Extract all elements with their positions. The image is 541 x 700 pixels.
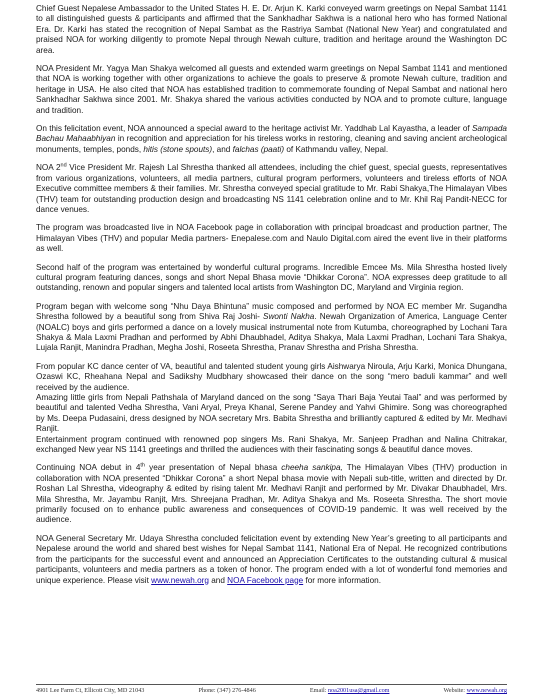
page-footer — [36, 687, 507, 694]
italic-run: Sampada Bachau Mahaabhiyan — [36, 124, 507, 144]
text-run: Continuing NOA debut in 4 — [36, 463, 141, 473]
paragraph-president-welcome: NOA President Mr. Yagya Man Shakya welcomed all guests and extended warm greetings on Nepal Sambat 1141 and mentioned that NOA is working together with other organizations to achieve the goals to preserve & promote Newah culture, tradition and heritage in USA. He also cited that NOA has established tradition to commemorate founding of Nepal Sambat and national hero Sankhadhar Sakhwa since 2001. Mr. Shakya shared the various activities conducted by NOA and to promote culture, language and tradition. — [36, 64, 507, 115]
text-run: and — [208, 575, 228, 585]
noa-facebook-link[interactable]: NOA Facebook page — [227, 575, 304, 585]
superscript: nd — [60, 162, 67, 169]
text-run: in recognition and appreciation for his tireless works in restoring, cleaning and saving ancient archeological monuments, temples, ponds, — [36, 134, 507, 154]
paragraph-vice-president-thanks — [36, 163, 507, 215]
italic-run: hitis (stone spouts) — [143, 144, 213, 154]
paragraph-special-award — [36, 124, 507, 155]
text-run: Vice President Mr. Rajesh Lal Shrestha thanked all attendees, including the chief guest, special guests, representatives from various organizations, volunteers, all media partners, cultural program performers, volunteers and tireless efforts of NOA Executive committee members & their families. Mr. Shrestha conveyed special gratitude to Mr. Rabi Shakya,The Himalayan Vibes (THV) team for outstanding production design and broadcasting NS 1141 celebration online and to Mr. Khil Raj Pandit-NECC for dance venues. — [36, 163, 507, 214]
paragraph-conclusion — [36, 534, 507, 586]
footer-address: 4901 Lee Farm Ct, Ellicott City, MD 21043 — [36, 687, 145, 694]
paragraph-second-half: Second half of the program was entertained by wonderful cultural programs. Incredible Emcee Ms. Mila Shrestha hosted lively cultural program featuring dances, songs and short Nepal Bhasa movie “Dhikkar Corona”. NOA expresses deep gratitude to all outstanding, renown and popular singers and talented local artists from Washington DC, Maryland and Virginia region. — [36, 262, 507, 293]
footer-website-label: Website: — [443, 687, 467, 694]
paragraph-ambassador-greetings: Chief Guest Nepalese Ambassador to the United States H. E. Dr. Arjun K. Karki conveyed warm greetings on Nepal Sambat 1141 to all distinguished guests & participants and affirmed that the Sankhadhar Sakhwa is a national hero who has formed National Era. Dr. Karki has stated the recognition of Nepal Sambat as the Rastriya Sambat (National New Year) and congratulated and praised NOA for working diligently to promote Nepal through Newah culture, tradition and heritage around the Washington DC area. — [36, 4, 507, 55]
footer-website-link[interactable]: www.newah.org — [466, 687, 507, 694]
italic-run: Swonti Nakha — [262, 312, 315, 322]
text-run: NOA 2 — [36, 163, 61, 173]
text-run: for more information. — [303, 575, 381, 585]
italic-run: falchas (paati) — [232, 144, 285, 154]
footer-divider — [36, 684, 507, 685]
document-body — [36, 4, 507, 594]
text-run: The Himalayan Vibes (THV) production in collaboration with NOA presented “Dhikkar Corona” a short Nepal bhasa movie with Nepali sub-title, written and directed by Dr. Roshan Lal Shrestha, videography & edited by rising talent Mr. Medhavi Ranjit and performed by Mr. Divakar Dhaubhadel, Mrs. Mila Shrestha, Mr. Jayambu Ranjit, Mrs. Shreejana Pradhan, Mr. Aditya Shakya and Ms. Roseeta Shrestha. The short movie primarily focused on to enhance public awareness and consequences of COVID-19 pandemic. It was well received by the audience. — [36, 463, 507, 525]
text-run: Program began with welcome song “Nhu Daya Bhintuna” music composed and performed by NOA EC member Mr. Sugandha Shrestha followed by a beautiful song from Shiva Raj Joshi- — [36, 301, 507, 322]
footer-email — [310, 687, 390, 694]
text-run: year presentation of Nepal bhasa — [144, 463, 282, 473]
paragraph-movie — [36, 463, 507, 525]
paragraph-welcome-song — [36, 302, 507, 354]
text-run: of Kathmandu valley, Nepal. — [284, 144, 389, 154]
italic-run: cheeha sankipa, — [281, 463, 343, 473]
text-run: , and — [212, 144, 233, 154]
paragraph-kc-dance: From popular KC dance center of VA, beautiful and talented student young girls Aishwarya Niroula, Arju Karki, Monica Dhungana, Ozaswi KC, Rheahana Nepal and Sadikshy Mudbhary showcased their dance on the song “mero baduli kammar” and well received by the audience. — [36, 361, 507, 392]
text-run: . Newah Organization of America, Language Center (NOALC) boys and girls performed a dance on a lovely musical instrumental note from Kutumba, choreographed by Lochani Tara Shakya & Mala Laxmi Pradhan and performed by Abhi Dhaubhadel, Aditya Shakya, Mala Laxmi Pradhan, Lochani Tara Shakya, Lujala Ranjit, Manindra Pradhan, Megha Joshi, Roseeta Shrestha, Pranav Shrestha and Prisha Shrestha. — [36, 312, 507, 353]
footer-email-link[interactable]: noa2001usa@gmail.com — [327, 687, 390, 694]
footer-website — [444, 687, 507, 694]
superscript: th — [140, 462, 145, 469]
footer-email-label: Email: — [309, 687, 328, 694]
footer-phone: Phone: (347) 276-4846 — [198, 687, 256, 694]
paragraph-pop-singers: Entertainment program continued with renowned pop singers Ms. Rani Shakya, Mr. Sanjeep Pradhan and Nalina Chitrakar, exchanged New year NS 1141 greetings and thrilled the audiences with their fascinating songs & beautiful dance moves. — [36, 434, 507, 455]
newah-website-link[interactable]: www.newah.org — [151, 575, 209, 585]
paragraph-pathshala-dance: Amazing little girls from Nepali Pathshala of Maryland danced on the song “Saya Thari Baja Yeutai Taal” and was performed by beautiful and talented Vedha Shrestha, Vani Aryal, Preya Khanal, Serene Pandey and Yahvi Ghimire. Song was choreographed by Ms. Deepa Pudasaini, dress designed by NOA secretary Mrs. Babita Shrestha and brilliantly captured & edited by Mr. Medhavi Ranjit. — [36, 393, 507, 434]
text-run: On this felicitation event, NOA announced a special award to the heritage activist Mr. Yaddhab Lal Kayastha, a leader of — [36, 124, 472, 134]
paragraph-broadcast: The program was broadcasted live in NOA Facebook page in collaboration with principal broadcast and production partner, The Himalayan Vibes (THV) and popular Media partners- Enepalese.com and Naulo Digital.com aired the event live in their platforms as well. — [36, 223, 507, 254]
text-run: NOA General Secretary Mr. Udaya Shrestha concluded felicitation event by extending New Year’s greeting to all participants and Nepalese around the world and shared best wishes for Nepal Sambat 1141, National Era of Nepal. He recognized contributions from the participants for the successful event and announced an Appreciation Certificates to the outstanding cultural & musical participants, volunteers and media partners as a token of honor. The program ended with a lot of wonderful fond memories and unique experience. Please visit — [36, 533, 507, 585]
